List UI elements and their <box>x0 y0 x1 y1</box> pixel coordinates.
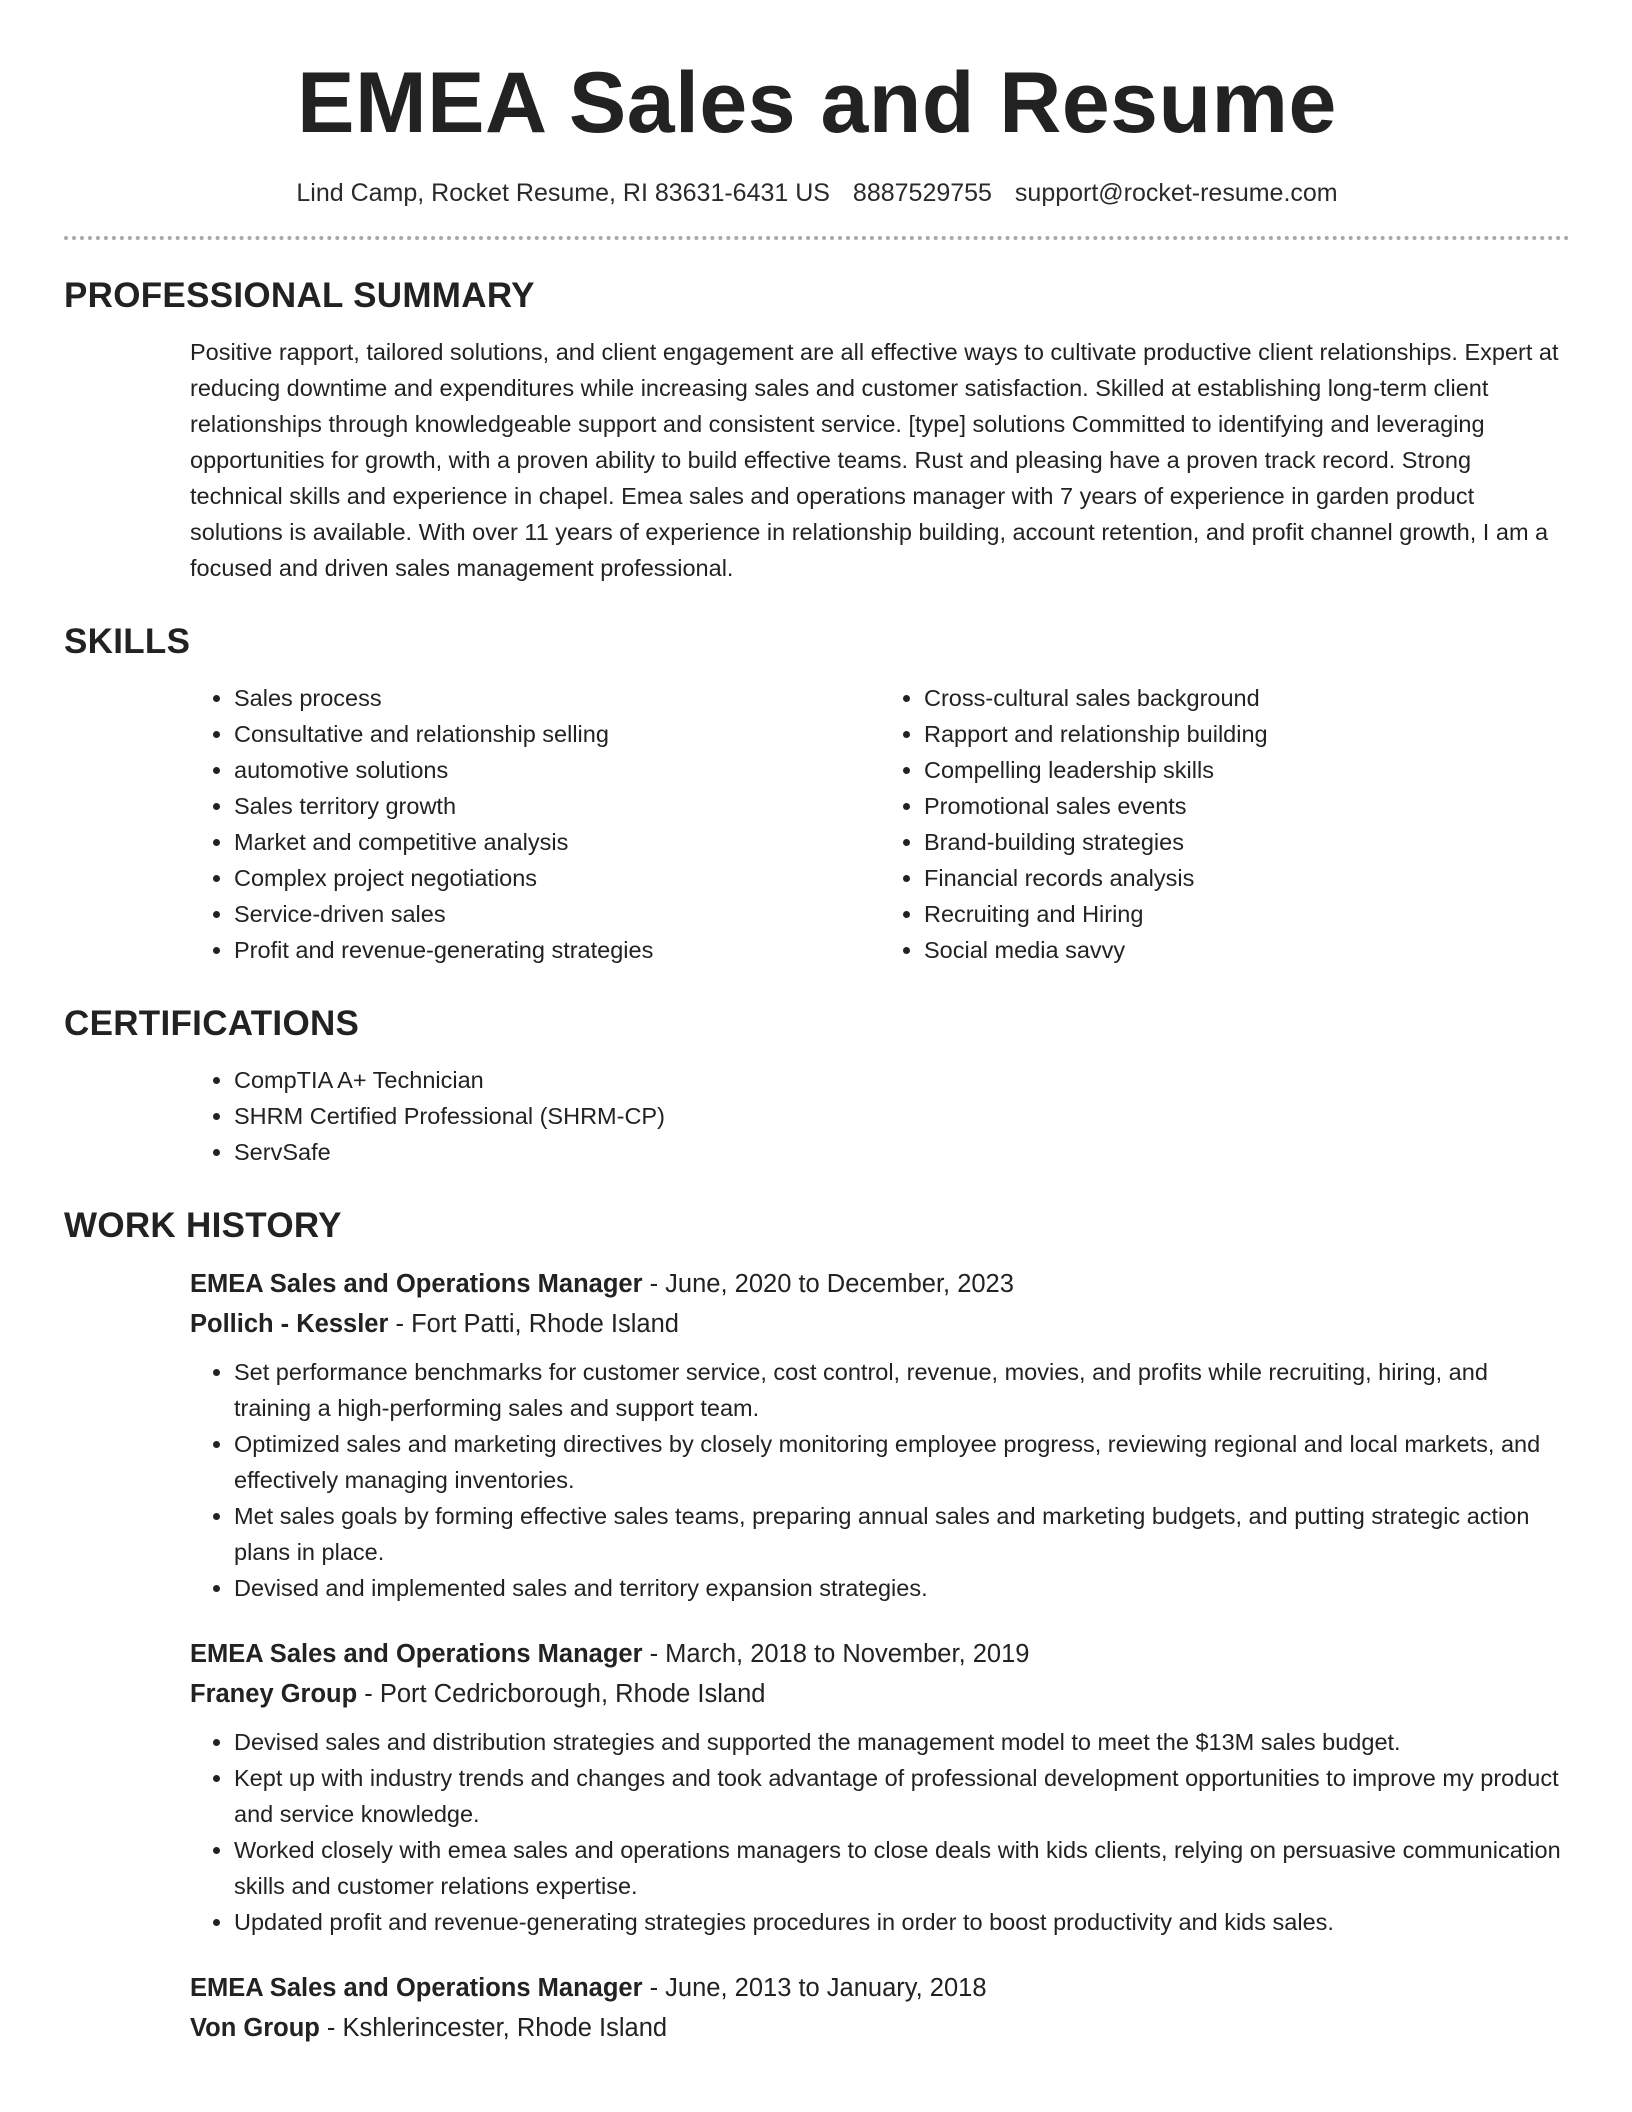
skill-item: • Market and competitive analysis <box>234 824 880 860</box>
job-entry <box>190 1264 1570 1606</box>
skill-item: • Brand-building strategies <box>924 824 1570 860</box>
job-company: Franey Group <box>190 1679 358 1708</box>
job-bullet: • Devised sales and distribution strategies and supported the management model to meet the $13M sales budget. <box>234 1724 1570 1760</box>
skills-list-left <box>190 680 880 968</box>
skill-item: • Financial records analysis <box>924 860 1570 896</box>
contact-line <box>64 179 1570 208</box>
skill-item: • automotive solutions <box>234 752 880 788</box>
job-title-line <box>190 1968 1570 2008</box>
skills-section <box>64 622 1570 968</box>
skill-item: • Rapport and relationship building <box>924 716 1570 752</box>
skill-item: • Profit and revenue-generating strategies <box>234 932 880 968</box>
work-history-section <box>64 1206 1570 2048</box>
skill-item: • Promotional sales events <box>924 788 1570 824</box>
summary-text: Positive rapport, tailored solutions, and client engagement are all effective ways to cultivate productive client relationships. Expert at reducing downtime and expenditures while increasing sales and customer satisfaction. Skilled at establishing long-term client relationships through knowledgeable support and consistent service. [type] solutions Committed to identifying and leveraging opportunities for growth, with a proven ability to build effective teams. Rust and pleasing have a proven track record. Strong technical skills and experience in chapel. Emea sales and operations manager with 7 years of experience in garden product solutions is available. With over 11 years of experience in relationship building, account retention, and profit channel growth, I am a focused and driven sales management professional. <box>190 338 1559 581</box>
skills-list-right <box>880 680 1570 968</box>
job-company: Pollich - Kessler <box>190 1309 389 1338</box>
certification-item: • CompTIA A+ Technician <box>234 1062 1570 1098</box>
job-bullet: • Kept up with industry trends and changes and took advantage of professional development opportunities to improve my product and service knowledge. <box>234 1760 1570 1832</box>
job-title-line <box>190 1264 1570 1304</box>
certifications-section <box>64 1004 1570 1170</box>
job-dates: - June, 2020 to December, 2023 <box>642 1269 1014 1298</box>
job-bullets <box>190 1724 1570 1940</box>
job-bullet: • Devised and implemented sales and territory expansion strategies. <box>234 1570 1570 1606</box>
job-company-line <box>190 2008 1570 2048</box>
job-company-line <box>190 1304 1570 1344</box>
header-divider <box>64 236 1570 240</box>
certifications-title: CERTIFICATIONS <box>64 1003 360 1043</box>
job-bullet: • Optimized sales and marketing directives by closely monitoring employee progress, reviewing regional and local markets, and effectively managing inventories. <box>234 1426 1570 1498</box>
skill-item: • Consultative and relationship selling <box>234 716 880 752</box>
skill-item: • Service-driven sales <box>234 896 880 932</box>
certifications-list <box>190 1062 1570 1170</box>
job-company: Von Group <box>190 2013 320 2042</box>
job-bullets <box>190 1354 1570 1606</box>
summary-title: PROFESSIONAL SUMMARY <box>64 275 535 315</box>
contact-address: Lind Camp, Rocket Resume, RI 83631-6431 US <box>296 178 830 207</box>
job-bullet: • Worked closely with emea sales and operations managers to close deals with kids clients, relying on persuasive communication skills and customer relations expertise. <box>234 1832 1570 1904</box>
skill-item: • Cross-cultural sales background <box>924 680 1570 716</box>
contact-email: support@rocket-resume.com <box>1014 178 1338 207</box>
job-bullet: • Set performance benchmarks for customer service, cost control, revenue, movies, and profits while recruiting, hiring, and training a high-performing sales and support team. <box>234 1354 1570 1426</box>
skill-item: • Social media savvy <box>924 932 1570 968</box>
resume-header <box>64 0 1570 208</box>
job-dates: - June, 2013 to January, 2018 <box>642 1973 987 2002</box>
skills-title: SKILLS <box>64 621 191 661</box>
work-history-title: WORK HISTORY <box>64 1205 342 1245</box>
skill-item: • Recruiting and Hiring <box>924 896 1570 932</box>
certification-item: • SHRM Certified Professional (SHRM-CP) <box>234 1098 1570 1134</box>
job-bullet: • Met sales goals by forming effective sales teams, preparing annual sales and marketing budgets, and putting strategic action plans in place. <box>234 1498 1570 1570</box>
job-location: - Fort Patti, Rhode Island <box>388 1309 679 1338</box>
contact-phone: 8887529755 <box>852 178 992 207</box>
job-bullet: • Updated profit and revenue-generating strategies procedures in order to boost productivity and kids sales. <box>234 1904 1570 1940</box>
job-location: - Port Cedricborough, Rhode Island <box>357 1679 766 1708</box>
job-role: EMEA Sales and Operations Manager <box>190 1269 643 1298</box>
job-role: EMEA Sales and Operations Manager <box>190 1639 643 1668</box>
skill-item: • Complex project negotiations <box>234 860 880 896</box>
job-dates: - March, 2018 to November, 2019 <box>642 1639 1030 1668</box>
job-location: - Kshlerincester, Rhode Island <box>319 2013 668 2042</box>
resume-name: EMEA Sales and Resume <box>297 55 1337 151</box>
job-title-line <box>190 1634 1570 1674</box>
job-company-line <box>190 1674 1570 1714</box>
skill-item: • Sales territory growth <box>234 788 880 824</box>
summary-section <box>64 276 1570 586</box>
job-entry <box>190 1634 1570 1940</box>
job-entry <box>190 1968 1570 2048</box>
job-role: EMEA Sales and Operations Manager <box>190 1973 643 2002</box>
certification-item: • ServSafe <box>234 1134 1570 1170</box>
skill-item: • Compelling leadership skills <box>924 752 1570 788</box>
skill-item: • Sales process <box>234 680 880 716</box>
